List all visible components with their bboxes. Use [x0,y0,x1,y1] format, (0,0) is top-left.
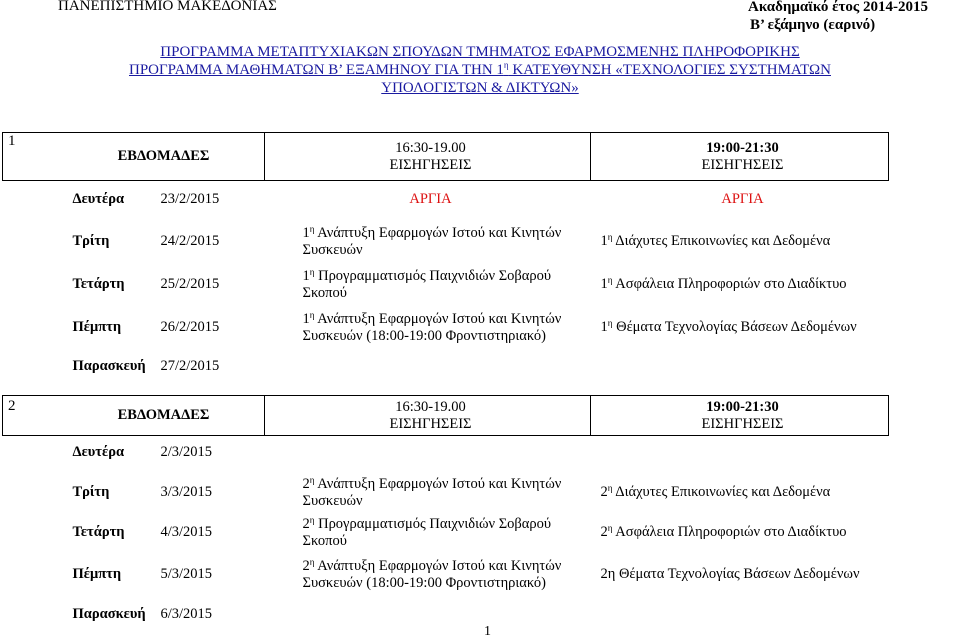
title-line-1: ΠΡΟΓΡΑΜΜΑ ΜΕΤΑΠΤΥΧΙΑΚΩΝ ΣΠΟΥΔΩΝ ΤΜΗΜΑΤΟΣ ΕΦΑΡΜΟΣΜΕΝΗΣ ΠΛΗΡΟΦΟΡΙΚΗΣ [160,44,800,60]
header-row [3,133,889,181]
slot1-header: 16:30-19.00 ΕΙΣΗΓΗΣΕΙΣ [265,133,591,181]
course-cell: $2^\eta$ Ανάπτυξη Εφαρμογών Ιστού και Κινητών Συσκευών (18:00-19:00 Φροντιστηριακό) [302,556,562,591]
table-row: Πέμπτη 5/3/2015 $2^\eta$ Ανάπτυξη Εφαρμογών Ιστού και Κινητών Συσκευών (18:00-19:00 Φροντιστηριακό) 2η Θέματα Τεχνολογίας Βάσεων Δεδομένων [3,550,889,600]
course-cell: $1^\eta$ Ανάπτυξη Εφαρμογών Ιστού και Κινητών Συσκευών (18:00-19:00 Φροντιστηριακό) [302,309,562,344]
table-row: Δευτέρα 2/3/2015 [72,444,213,461]
week-number: 2 [8,398,16,414]
page-number: 1 [484,624,491,639]
table-row: Παρασκευή 27/2/2015 [72,358,220,374]
holiday-label: ΑΡΓΙΑ [721,191,764,208]
course-cell: $2^\eta$ Ανάπτυξη Εφαρμογών Ιστού και Κινητών Συσκευών [302,474,562,509]
table-row: Τρίτη 3/3/2015 $2^\eta$ Ανάπτυξη Εφαρμογών Ιστού και Κινητών Συσκευών $2^\eta$ Διάχυτες Επικοινωνίες και Δεδομένα [3,470,889,516]
slot2-header: 19:00-21:30 ΕΙΣΗΓΗΣΕΙΣ [591,133,889,181]
academic-year: Ακαδημαϊκό έτος 2014-2015 [748,0,928,15]
course-cell: $2^\eta$ Προγραμματισμός Παιχνιδιών Σοβαρού Σκοπού [302,514,552,549]
week-1-table [2,132,889,383]
semester: Β’ εξάμηνο (εαρινό) [750,17,876,33]
academic-info [748,0,928,34]
university-name: ΠΑΝΕΠΙΣΤΗΜΙΟ ΜΑΚΕΔΟΝΙΑΣ [58,0,277,14]
week-number: 1 [8,133,16,149]
table-row: Πέμπτη 26/2/2015 $1^\eta$ Ανάπτυξη Εφαρμογών Ιστού και Κινητών Συσκευών (18:00-19:00 Φροντιστηριακό) $1^\eta$ Θέματα Τεχνολογίας Βάσεων Δεδομένων [3,305,889,351]
header-row [3,396,889,436]
title-line-3: ΥΠΟΛΟΓΙΣΤΩΝ & ΔΙΚΤΥΩΝ» [381,80,579,96]
weeks-header: ΕΒΔΟΜΑΔΕΣ [3,396,265,436]
course-cell: $1^\eta$ Διάχυτες Επικοινωνίες και Δεδομένα [600,232,831,249]
title-line-2: ΠΡΟΓΡΑΜΜΑ ΜΑΘΗΜΑΤΩΝ Β’ ΕΞΑΜΗΝΟΥ ΓΙΑ ΤΗΝ $1^\eta$ ΚΑΤΕΥΘΥΝΣΗ «ΤΕΧΝΟΛΟΓΙΕΣ ΣΥΣΤΗΜΑΤΩΝ [129,60,831,78]
holiday-label: ΑΡΓΙΑ [409,191,452,208]
table-row: Τρίτη 24/2/2015 $1^\eta$ Ανάπτυξη Εφαρμογών Ιστού και Κινητών Συσκευών $1^\eta$ Διάχυτες Επικοινωνίες και Δεδομένα [3,219,889,265]
slot1-header: 16:30-19.00 ΕΙΣΗΓΗΣΕΙΣ [265,396,591,436]
slot2-header: 19:00-21:30 ΕΙΣΗΓΗΣΕΙΣ [591,396,889,436]
course-cell: $1^\eta$ Ανάπτυξη Εφαρμογών Ιστού και Κινητών Συσκευών [302,223,562,258]
table-row: Τετάρτη 25/2/2015 $1^\eta$ Προγραμματισμός Παιχνιδιών Σοβαρού Σκοπού $1^\eta$ Ασφάλεια Πληροφοριών στο Διαδίκτυο [3,265,889,305]
table-row: Δευτέρα 23/2/2015 ΑΡΓΙΑ ΑΡΓΙΑ [3,181,889,219]
course-cell: $2^\eta$ Ασφάλεια Πληροφοριών στο Διαδίκτυο [600,523,847,540]
table-row: Τετάρτη 4/3/2015 $2^\eta$ Προγραμματισμός Παιχνιδιών Σοβαρού Σκοπού $2^\eta$ Ασφάλεια Πληροφοριών στο Διαδίκτυο [3,516,889,550]
course-cell: $1^\eta$ Ασφάλεια Πληροφοριών στο Διαδίκτυο [600,275,847,292]
course-cell: $2^\eta$ Διάχυτες Επικοινωνίες και Δεδομένα [600,483,831,500]
course-cell: $1^\eta$ Θέματα Τεχνολογίας Βάσεων Δεδομένων [600,318,857,335]
weeks-header: ΕΒΔΟΜΑΔΕΣ [3,133,265,181]
week-2-table [2,395,889,630]
table-row: Παρασκευή 6/3/2015 [72,606,213,622]
course-cell: 2η Θέματα Τεχνολογίας Βάσεων Δεδομένων [600,566,860,582]
document-title [100,43,860,97]
course-cell: $1^\eta$ Προγραμματισμός Παιχνιδιών Σοβαρού Σκοπού [302,266,552,301]
